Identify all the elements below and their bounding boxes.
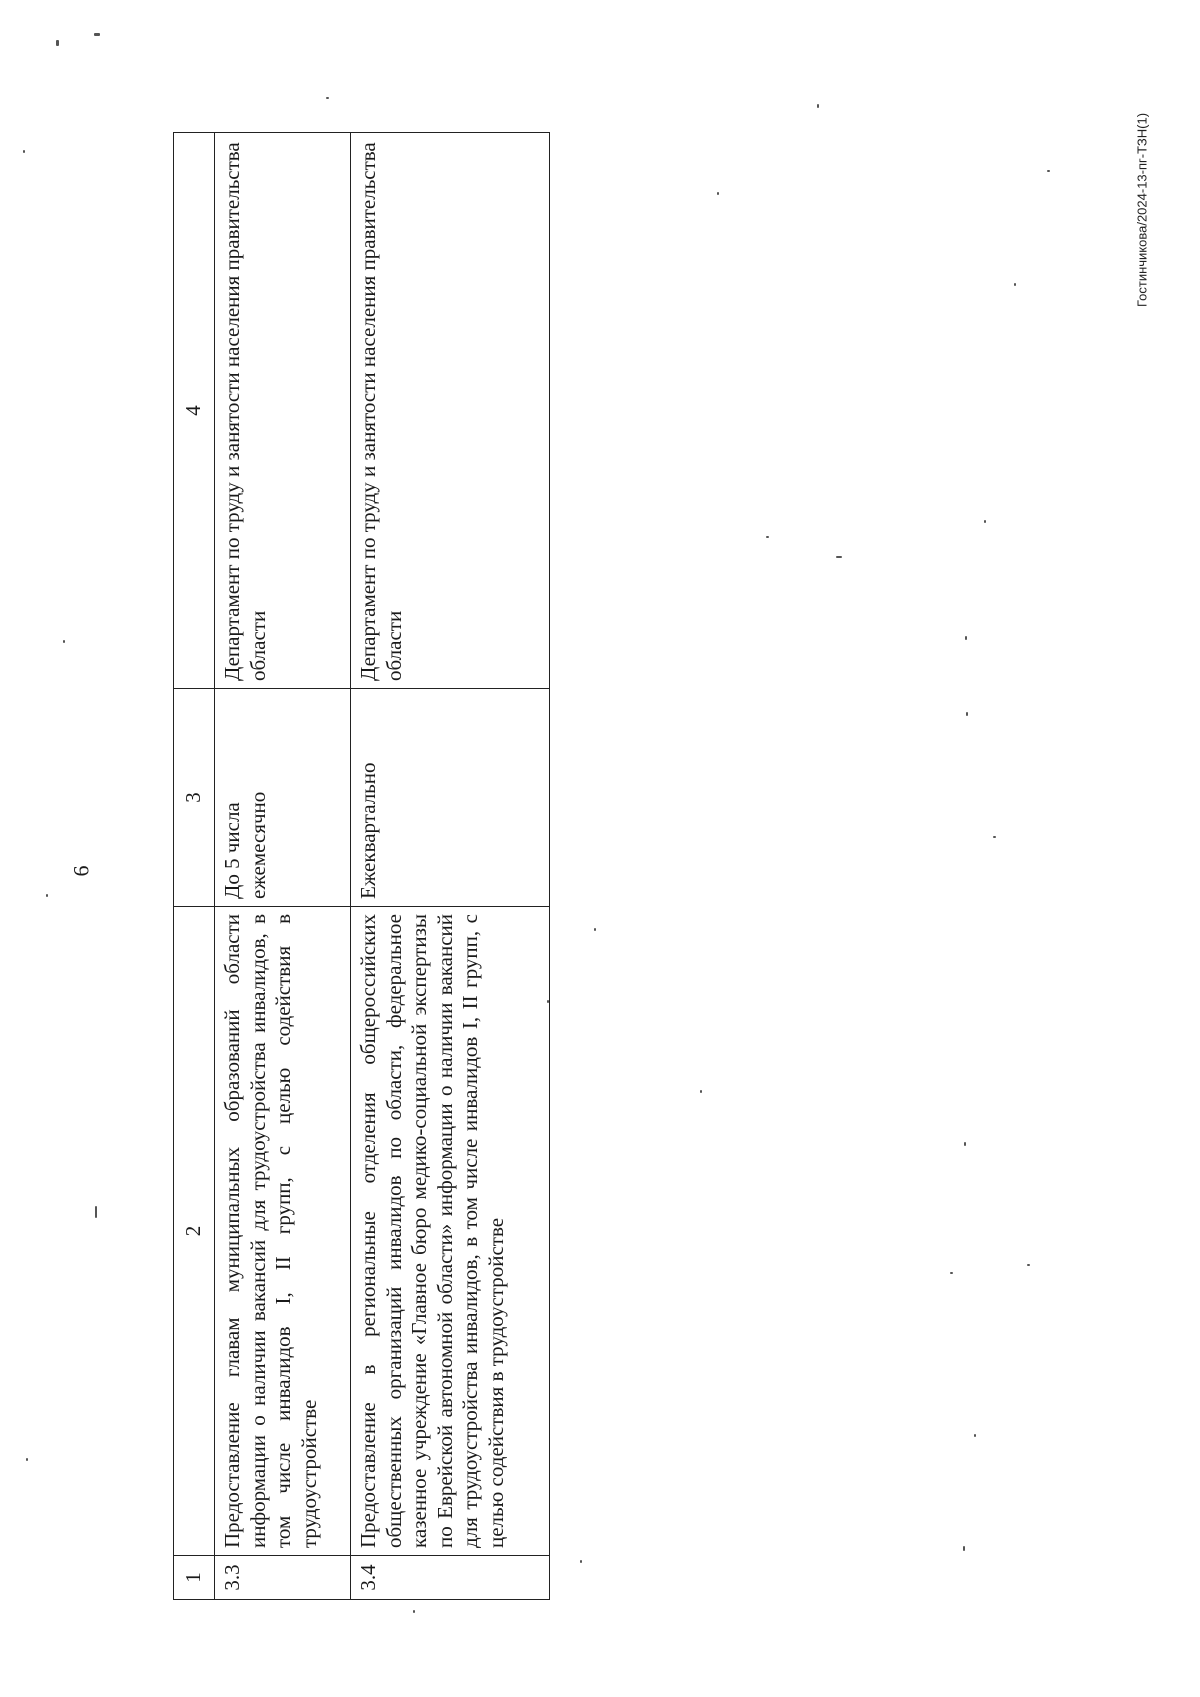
page-number: 6 xyxy=(68,865,94,877)
scan-speck xyxy=(547,1000,549,1003)
scan-speck xyxy=(56,40,59,46)
table-row xyxy=(215,133,351,1600)
action-description: Предоставление в региональные отделения общероссийских общественных организаций инвалидов по области, федеральное казенное учреждение «Главное бюро медико-социальной экспертизы по Еврейской автономной области» информации о наличии вакансий для трудоустройства инвалидов, в том числе инвалидов I, II групп, с целью содействия в трудоустройстве xyxy=(351,907,550,1556)
scan-speck xyxy=(974,1434,976,1437)
action-description: Предоставление главам муниципальных образований области информации о наличии вакансий для трудоустройства инвалидов, в том числе инвалидов I, II групп, с целью содействия в трудоустройстве xyxy=(215,907,351,1556)
scan-speck xyxy=(984,520,986,523)
scan-speck xyxy=(1027,1264,1030,1266)
document-reference xyxy=(1134,112,1158,308)
scan-speck xyxy=(1014,283,1016,286)
responsible-party: Департамент по труду и занятости населения правительства области xyxy=(351,133,550,689)
row-number: 3.4 xyxy=(351,1556,550,1600)
column-header-2: 2 xyxy=(174,907,215,1556)
scan-speck xyxy=(1047,170,1050,172)
row-number: 3.3 xyxy=(215,1556,351,1600)
scan-speck xyxy=(94,33,100,36)
column-header-3: 3 xyxy=(174,689,215,907)
scan-speck xyxy=(413,1610,415,1613)
scan-speck xyxy=(766,536,769,538)
scan-speck xyxy=(46,894,48,897)
scan-speck xyxy=(26,1458,28,1461)
deadline: Ежеквартально xyxy=(351,689,550,907)
scan-speck xyxy=(963,1546,965,1551)
table-row xyxy=(351,133,550,1600)
measures-table-container xyxy=(173,133,550,1600)
responsible-party: Департамент по труду и занятости населения правительства области xyxy=(215,133,351,689)
document-reference-text: Гостинчикова/2024-13-пг-ТЗН(1) xyxy=(1134,112,1150,308)
column-header-1: 1 xyxy=(174,1556,215,1600)
scan-speck xyxy=(700,1090,702,1093)
scan-speck xyxy=(817,104,819,108)
scan-speck xyxy=(836,556,842,558)
measures-table xyxy=(173,132,550,1600)
scan-speck xyxy=(580,1560,582,1563)
scan-speck xyxy=(326,97,329,99)
deadline: До 5 числа ежемесячно xyxy=(215,689,351,907)
scan-speck xyxy=(717,192,719,195)
table-header-row xyxy=(174,133,215,1600)
scan-speck xyxy=(594,928,596,931)
scan-speck xyxy=(965,636,967,640)
scan-speck xyxy=(964,1142,966,1146)
scan-speck xyxy=(23,150,25,153)
scan-speck xyxy=(63,640,65,643)
scan-speck xyxy=(993,836,996,838)
column-header-4: 4 xyxy=(174,133,215,689)
scan-speck xyxy=(950,1272,953,1274)
scan-speck xyxy=(95,1206,97,1218)
scan-speck xyxy=(966,712,968,716)
